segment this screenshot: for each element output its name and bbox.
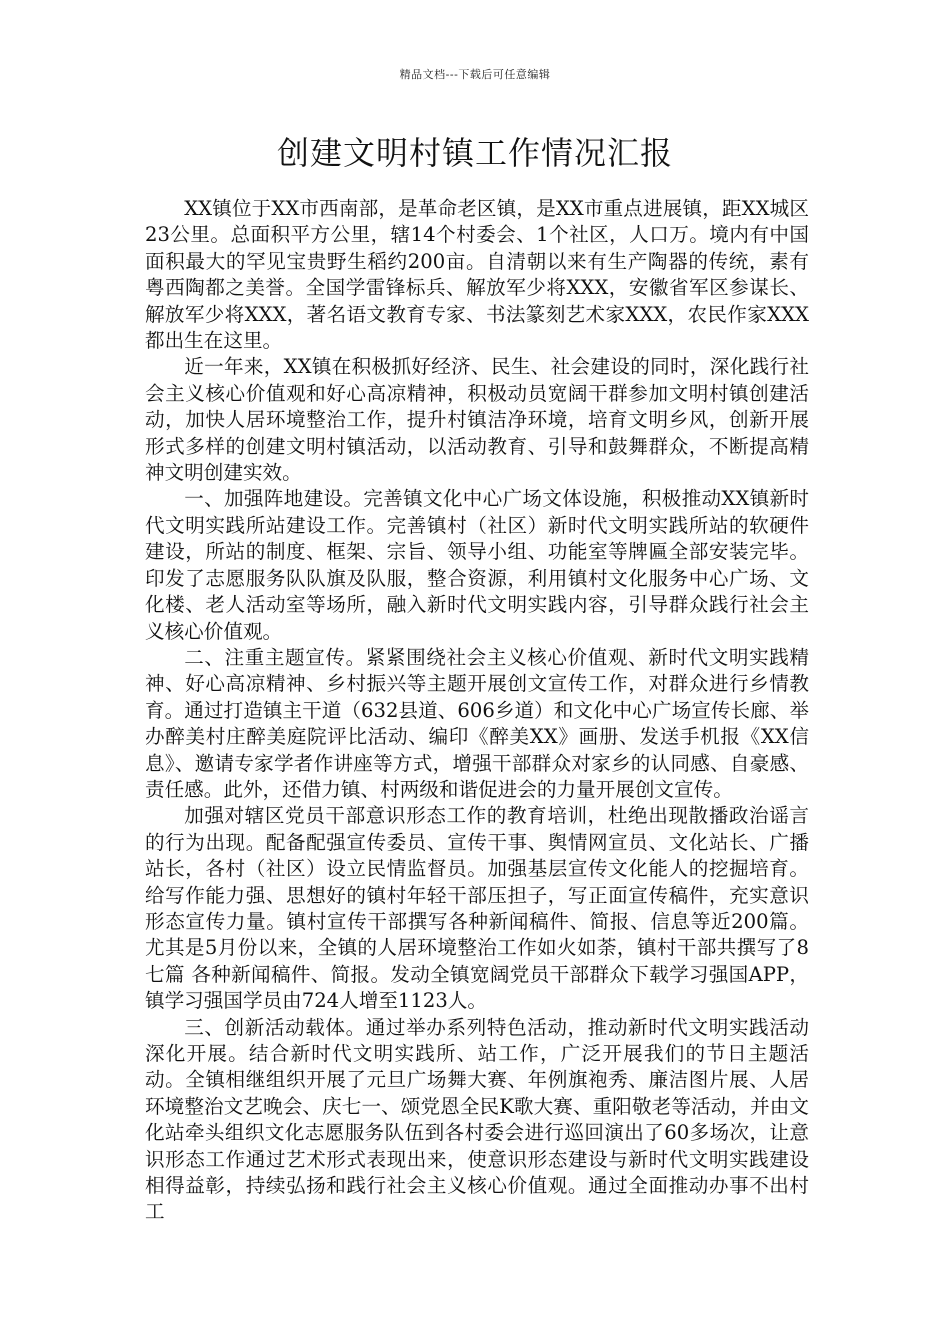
paragraph-section-2: 二、注重主题宣传。紧紧围绕社会主义核心价值观、新时代文明实践精神、好心高凉精神、乡村振兴等主题开展创文宣传工作，对群众进行乡情教育。通过打造镇主干道（632县道、606乡道）和文化中心广场宣传长廊、举办醉美村庄醉美庭院评比活动、编印《醉美XX》画册、发送手机报《XX信息》、邀请专家学者作讲座等方式，增强干部群众对家乡的认同感、自豪感、责任感。此外，还借力镇、村两级和谐促进会的力量开展创文宣传。 <box>145 645 809 801</box>
paragraph-section-1: 一、加强阵地建设。完善镇文化中心广场文体设施，积极推动XX镇新时代文明实践所站建设工作。完善镇村（社区）新时代文明实践所站的软硬件建设，所站的制度、框架、宗旨、领导小组、功能室等牌匾全部安装完毕。印发了志愿服务队队旗及队服，整合资源，利用镇村文化服务中心广场、文化楼、老人活动室等场所，融入新时代文明实践内容，引导群众践行社会主义核心价值观。 <box>145 487 809 643</box>
paragraph-section-2-cont: 加强对辖区党员干部意识形态工作的教育培训，杜绝出现散播政治谣言的行为出现。配备配强宣传委员、宣传干事、舆情网宣员、文化站长、广播站长，各村（社区）设立民情监督员。加强基层宣传文化能人的挖掘培育。给写作能力强、思想好的镇村年轻干部压担子，写正面宣传稿件，充实意识形态宣传力量。镇村宣传干部撰写各种新闻稿件、简报、信息等近200篇。尤其是5月份以来，全镇的人居环境整治工作如火如荼，镇村干部共撰写了8七篇 各种新闻稿件、简报。发动全镇宽阔党员干部群众下载学习强国APP，镇学习强国学员由724人增至1123人。 <box>145 804 809 1013</box>
document-body <box>145 196 809 1226</box>
page-header-note: 精品文档---下载后可任意编辑 <box>399 68 551 81</box>
paragraph-overview: 近一年来，XX镇在积极抓好经济、民生、社会建设的同时，深化践行社会主义核心价值观和好心高凉精神，积极动员宽阔干群参加文明村镇创建活动，加快人居环境整治工作，提升村镇洁净环境，培育文明乡风，创新开展形式多样的创建文明村镇活动，以活动教育、引导和鼓舞群众，不断提高精神文明创建实效。 <box>145 355 809 485</box>
document-title: 创建文明村镇工作情况汇报 <box>276 134 673 172</box>
paragraph-section-3: 三、创新活动载体。通过举办系列特色活动，推动新时代文明实践活动深化开展。结合新时代文明实践所、站工作，广泛开展我们的节日主题活动。全镇相继组织开展了元旦广场舞大赛、年例旗袍秀、廉洁图片展、人居环境整治文艺晚会、庆七一、颂党恩全民K歌大赛、重阳敬老等活动，并由文化站牵头组织文化志愿服务队伍到各村委会进行巡回演出了60多场次，让意识形态工作通过艺术形式表现出来，使意识形态建设与新时代文明实践建设相得益彰，持续弘扬和践行社会主义核心价值观。通过全面推动办事不出村工 <box>145 1015 809 1224</box>
paragraph-intro: XX镇位于XX市西南部，是革命老区镇，是XX市重点进展镇，距XX城区23公里。总面积平方公里，辖14个村委会、1个社区，人口万。境内有中国面积最大的罕见宝贵野生稻约200亩。自清朝以来有生产陶器的传统，素有粤西陶都之美誉。全国学雷锋标兵、解放军少将XXX，安徽省军区参谋长、解放军少将XXX，著名语文教育专家、书法篆刻艺术家XXX，农民作家XXX都出生在这里。 <box>145 197 809 353</box>
